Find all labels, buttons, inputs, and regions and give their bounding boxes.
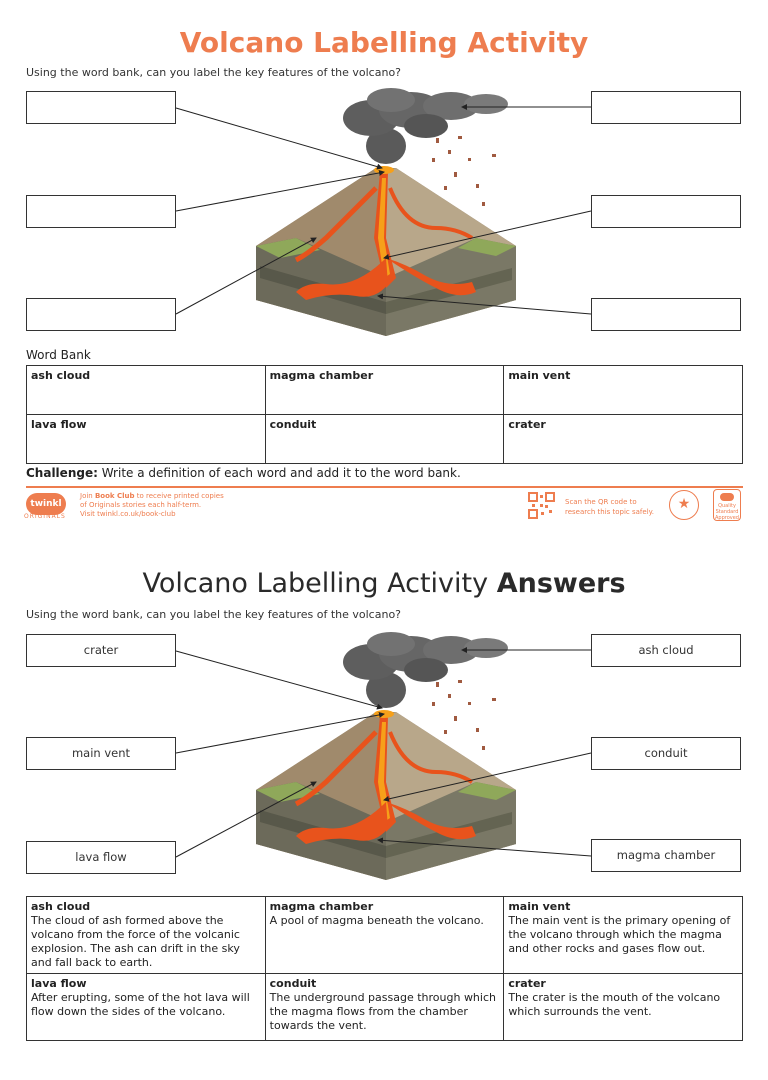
star-icon: ★ bbox=[669, 490, 699, 520]
word-bank-cell[interactable]: lava flow bbox=[27, 415, 266, 464]
footer-divider bbox=[26, 486, 743, 488]
quality-badge: Quality Standard Approved bbox=[713, 489, 741, 521]
answer-label-crater: crater bbox=[26, 634, 176, 667]
answers-page bbox=[0, 540, 768, 1032]
label-box-mid-right[interactable] bbox=[591, 195, 741, 228]
table-row bbox=[27, 366, 743, 415]
answer-label-lava-flow: lava flow bbox=[26, 841, 176, 874]
answers-table bbox=[26, 896, 743, 1041]
definition-cell: main vent The main vent is the primary opening of the volcano through which the magma and other rocks and gases flow out. bbox=[504, 897, 743, 974]
book-club-link[interactable]: Visit twinkl.co.uk/book-club bbox=[80, 510, 176, 518]
answers-instruction-text: Using the word bank, can you label the key features of the volcano? bbox=[26, 608, 402, 621]
falling-rocks bbox=[432, 680, 496, 750]
answer-label-main-vent: main vent bbox=[26, 737, 176, 770]
answer-label-ash-cloud: ash cloud bbox=[591, 634, 741, 667]
answers-title: Volcano Labelling Activity Answers bbox=[142, 568, 626, 599]
table-row bbox=[27, 974, 743, 1041]
definition-cell: magma chamber A pool of magma beneath the volcano. bbox=[265, 897, 504, 974]
ash-cloud-illustration bbox=[343, 632, 508, 708]
falling-rocks bbox=[432, 136, 496, 206]
instruction-text: Using the word bank, can you label the key features of the volcano? bbox=[26, 66, 402, 79]
word-bank-cell[interactable]: magma chamber bbox=[265, 366, 504, 415]
word-bank-cell[interactable]: main vent bbox=[504, 366, 743, 415]
label-box-top-right[interactable] bbox=[591, 91, 741, 124]
label-box-bottom-left[interactable] bbox=[26, 298, 176, 331]
definition-cell: crater The crater is the mouth of the volcano which surrounds the vent. bbox=[504, 974, 743, 1041]
qr-code-icon[interactable] bbox=[528, 492, 555, 519]
answer-label-conduit: conduit bbox=[591, 737, 741, 770]
definition-cell: lava flow After erupting, some of the hot lava will flow down the sides of the volcano. bbox=[27, 974, 266, 1041]
twinkl-logo[interactable]: twinkl bbox=[26, 493, 66, 515]
label-box-top-left[interactable] bbox=[26, 91, 176, 124]
table-row bbox=[27, 897, 743, 974]
challenge-text: Challenge: Write a definition of each word and add it to the word bank. bbox=[26, 466, 461, 480]
page-title: Volcano Labelling Activity bbox=[179, 26, 589, 59]
definition-cell: ash cloud The cloud of ash formed above the volcano from the force of the volcanic explosion. The ash can drift in the sky and fall back to earth. bbox=[27, 897, 266, 974]
definition-cell: conduit The underground passage through which the magma flows from the chamber towards the vent. bbox=[265, 974, 504, 1041]
word-bank-table bbox=[26, 365, 743, 464]
table-row bbox=[27, 415, 743, 464]
originals-label: ORIGINALS bbox=[24, 513, 66, 520]
label-box-bottom-right[interactable] bbox=[591, 298, 741, 331]
word-bank-cell[interactable]: crater bbox=[504, 415, 743, 464]
volcano-illustration bbox=[236, 88, 536, 340]
qr-instructions: Scan the QR code to research this topic safely. bbox=[565, 498, 655, 516]
ash-cloud-illustration bbox=[343, 88, 508, 164]
word-bank-cell[interactable]: ash cloud bbox=[27, 366, 266, 415]
label-box-mid-left[interactable] bbox=[26, 195, 176, 228]
word-bank-cell[interactable]: conduit bbox=[265, 415, 504, 464]
book-club-text: Join Book Club to receive printed copies of Originals stories each half-term. Visit twinkl.co.uk/book-club bbox=[80, 492, 224, 518]
answer-label-magma-chamber: magma chamber bbox=[591, 839, 741, 872]
word-bank-title: Word Bank bbox=[26, 348, 91, 362]
volcano-illustration-answers bbox=[236, 632, 536, 884]
